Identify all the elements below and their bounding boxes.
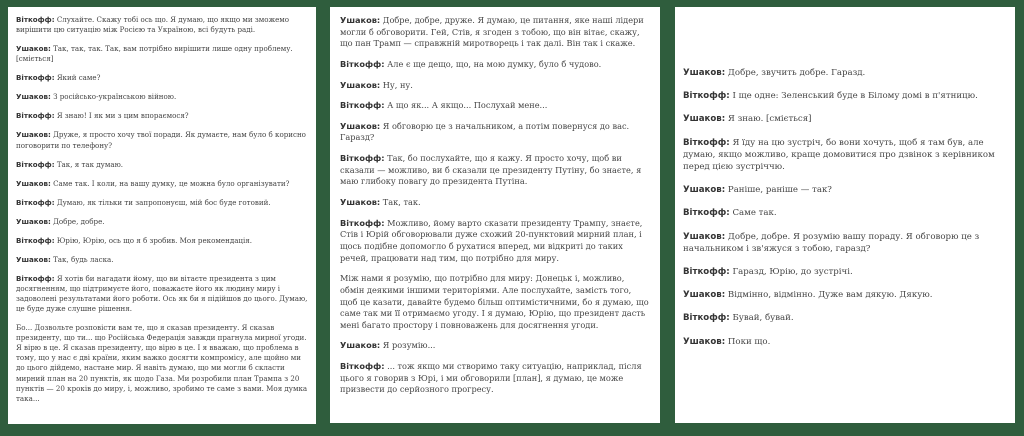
dialogue-line xyxy=(16,323,308,404)
dialogue-text: Так, так, так. Так, вам потрібно вирішити лише одну проблему. [сміється] xyxy=(16,44,293,64)
speaker-name: Віткофф: xyxy=(340,58,385,69)
dialogue-line xyxy=(340,15,650,50)
dialogue-text: Відмінно, відмінно. Дуже вам дякую. Дякую. xyxy=(727,290,933,301)
dialogue-line xyxy=(683,90,1007,102)
speaker-name: Ушаков: xyxy=(16,254,51,264)
speaker-name: Ушаков: xyxy=(16,92,51,102)
dialogue-text: Але є ще дещо, що, на мою думку, було б чудово. xyxy=(387,58,602,69)
speaker-name: Ушаков: xyxy=(683,336,726,347)
speaker-name: Віткофф: xyxy=(683,91,730,102)
dialogue-line xyxy=(16,179,308,189)
dialogue-line xyxy=(683,184,1007,196)
speaker-name: Віткофф: xyxy=(340,217,385,228)
dialogue-text: Добре, добре. Я розумію вашу пораду. Я обговорю це з начальником і зв'яжуся з тобою, гаразд? xyxy=(683,231,980,254)
speaker-name: Ушаков: xyxy=(683,68,726,78)
dialogue-line xyxy=(683,113,1007,125)
dialogue-text: Я знаю! І як ми з цим впораємося? xyxy=(56,111,189,121)
dialogue-line xyxy=(340,218,650,265)
dialogue-text: Саме так. І коли, на вашу думку, це можна було організувати? xyxy=(53,178,290,188)
speaker-name: Віткофф: xyxy=(683,267,730,278)
dialogue-text: Між нами я розумію, що потрібно для миру: Донецьк і, можливо, обмін деякими іншими територіями. Але послухайте, замість того, щоб це казати, давайте будемо більш оптимістичними, бо я думаю, що саме так ми її отримаємо угоду. І я думаю, Юрію, що президент дасть мені багато простору і повноважень для досягнення угоди. xyxy=(340,273,649,330)
dialogue-text: Я обговорю це з начальником, а потім повернуся до вас. Гаразд? xyxy=(340,120,630,143)
dialogue-line xyxy=(340,361,650,396)
speaker-name: Ушаков: xyxy=(16,130,51,140)
transcript-panel-3 xyxy=(675,7,1015,423)
dialogue-line xyxy=(340,100,650,112)
dialogue-text: Добре, добре. xyxy=(53,216,105,226)
dialogue-line xyxy=(340,340,650,352)
speaker-name: Віткофф: xyxy=(16,273,55,283)
dialogue-line xyxy=(340,59,650,71)
dialogue-line xyxy=(16,130,308,150)
speaker-name: Віткофф: xyxy=(16,111,55,121)
dialogue-text: Юрію, Юрію, ось що я б зробив. Моя рекомендація. xyxy=(56,235,252,245)
transcript-panel-2 xyxy=(330,7,660,423)
dialogue-text: Гаразд, Юрію, до зустрічі. xyxy=(732,267,853,278)
speaker-name: Віткофф: xyxy=(683,313,730,324)
dialogue-text: Так, так. xyxy=(382,197,421,208)
dialogue-line xyxy=(340,80,650,92)
speaker-name: Ушаков: xyxy=(16,44,51,54)
dialogue-text: Слухайте. Скажу тобі ось що. Я думаю, що якщо ми зможемо вирішити цю ситуацію між Росією та Україною, всі будуть раді. xyxy=(16,15,290,35)
dialogue-line xyxy=(683,289,1007,301)
speaker-name: Ушаков: xyxy=(340,15,381,25)
dialogue-line xyxy=(340,121,650,144)
speaker-name: Віткофф: xyxy=(683,137,730,148)
dialogue-text: Ну, ну. xyxy=(382,79,413,90)
speaker-name: Ушаков: xyxy=(683,231,726,242)
speaker-name: Ушаков: xyxy=(16,216,51,226)
dialogue-text: Бо... Дозвольте розповісти вам те, що я сказав президенту. Я сказав президенту, що ти... що Російська Федерація завжди прагнула мирної угоди. Я вірю в це. Я сказав президенту, що вірю в це. І я вважаю, що проблема в тому, що у нас є дві країни, яким важко досягти компромісу, але щойно ми до цього дійдемо, настане мир. Я навіть думаю, що ми могли б скласти мирний план на 20 пунктів, як щодо Газа. Ми розробили план Трампа з 20 пунктів — 20 кроків до миру, і, можливо, зробимо те саме з вами. Моя думка така... xyxy=(16,323,308,403)
dialogue-text: Друже, я просто хочу твої поради. Як думаєте, нам було б корисно поговорити по телефону? xyxy=(16,130,306,150)
dialogue-text: Я знаю. [сміється] xyxy=(727,114,812,125)
dialogue-line xyxy=(16,92,308,102)
dialogue-line xyxy=(16,111,308,121)
dialogue-text: Добре, добре, друже. Я думаю, це питання, яке наші лідери могли б обговорити. Гей, Стів, я згоден з тобою, що він вітає, скажу, що пан Трамп — справжній миротворець і так далі. Він так і скаже. xyxy=(340,15,644,49)
dialogue-text: Саме так. xyxy=(732,208,777,219)
speaker-name: Віткофф: xyxy=(16,197,55,207)
dialogue-text: Я розумію... xyxy=(382,340,436,351)
dialogue-line xyxy=(16,198,308,208)
dialogue-text: А що як... А якщо... Послухай мене... xyxy=(387,100,548,111)
dialogue-text: Можливо, йому варто сказати президенту Трампу, знаєте, Стів і Юрій обговорювали дуже схожий 20-пунктовий мирний план, і щось подібне допомогло б рухатися вперед, ми відкриті до таких речей, працювати над тим, що потрібно для миру. xyxy=(340,217,643,263)
dialogue-text: Бувай, бувай. xyxy=(732,313,794,324)
speaker-name: Віткофф: xyxy=(16,159,55,169)
dialogue-line xyxy=(16,44,308,64)
speaker-name: Ушаков: xyxy=(683,290,726,301)
speaker-name: Віткофф: xyxy=(340,361,385,372)
dialogue-line xyxy=(683,266,1007,278)
dialogue-text: Добре, звучить добре. Гаразд. xyxy=(727,68,866,78)
speaker-name: Ушаков: xyxy=(16,178,51,188)
dialogue-text: Я їду на цю зустріч, бо вони хочуть, щоб я там був, але думаю, якщо можливо, краще домовитися про дзвінок з керівником перед цією зустріччю. xyxy=(683,137,995,173)
dialogue-line xyxy=(683,67,1007,79)
dialogue-line xyxy=(340,273,650,331)
dialogue-text: Поки що. xyxy=(727,336,771,347)
transcript-panel-1 xyxy=(8,7,316,424)
speaker-name: Ушаков: xyxy=(683,185,726,196)
speaker-name: Ушаков: xyxy=(340,340,381,351)
dialogue-text: ... тож якщо ми створимо таку ситуацію, наприклад, після цього я говорив з Юрі, і ми обговорили [план], я думаю, це може призвести до серйозного прогресу. xyxy=(340,361,642,395)
speaker-name: Віткофф: xyxy=(340,100,385,111)
dialogue-text: Який саме? xyxy=(56,73,101,83)
dialogue-text: Так, будь ласка. xyxy=(53,254,114,264)
speaker-name: Ушаков: xyxy=(340,79,381,90)
speaker-name: Віткофф: xyxy=(16,235,55,245)
dialogue-line xyxy=(16,160,308,170)
dialogue-text: Так, я так думаю. xyxy=(56,159,124,169)
dialogue-text: І ще одне: Зеленський буде в Білому домі в п'ятницю. xyxy=(732,91,978,102)
dialogue-line xyxy=(683,207,1007,219)
dialogue-line xyxy=(16,217,308,227)
dialogue-text: Я хотів би нагадати йому, що ви вітаєте президента з цим досягненням, що підтримуєте його, поважаєте його як людину миру і задоволені результатами його роботи. Ось як би я підійшов до цього. Думаю, це буде дуже слушне рішення. xyxy=(16,273,308,314)
speaker-name: Віткофф: xyxy=(16,15,55,24)
speaker-name: Ушаков: xyxy=(683,114,726,125)
speaker-name: Ушаков: xyxy=(340,120,381,131)
dialogue-text: Думаю, як тільки ти запропонуєш, мій бос буде готовий. xyxy=(56,197,271,207)
speaker-name: Віткофф: xyxy=(16,73,55,83)
dialogue-line xyxy=(683,336,1007,348)
speaker-name: Віткофф: xyxy=(340,153,385,164)
dialogue-line xyxy=(683,137,1007,174)
dialogue-line xyxy=(16,236,308,246)
dialogue-line xyxy=(683,231,1007,255)
speaker-name: Віткофф: xyxy=(683,208,730,219)
dialogue-text: Раніше, раніше — так? xyxy=(727,185,832,196)
speaker-name: Ушаков: xyxy=(340,197,381,208)
dialogue-text: Так, бо послухайте, що я кажу. Я просто хочу, щоб ви сказали — можливо, ви б сказали це президенту Путіну, бо знаєте, я маю глибоку повагу до президента Путіна. xyxy=(340,153,642,187)
dialogue-line xyxy=(16,15,308,35)
dialogue-line xyxy=(16,73,308,83)
dialogue-line xyxy=(683,312,1007,324)
dialogue-line xyxy=(340,153,650,188)
dialogue-line xyxy=(340,197,650,209)
dialogue-line xyxy=(16,255,308,265)
dialogue-text: З російсько-українською війною. xyxy=(53,92,177,102)
dialogue-line xyxy=(16,274,308,314)
